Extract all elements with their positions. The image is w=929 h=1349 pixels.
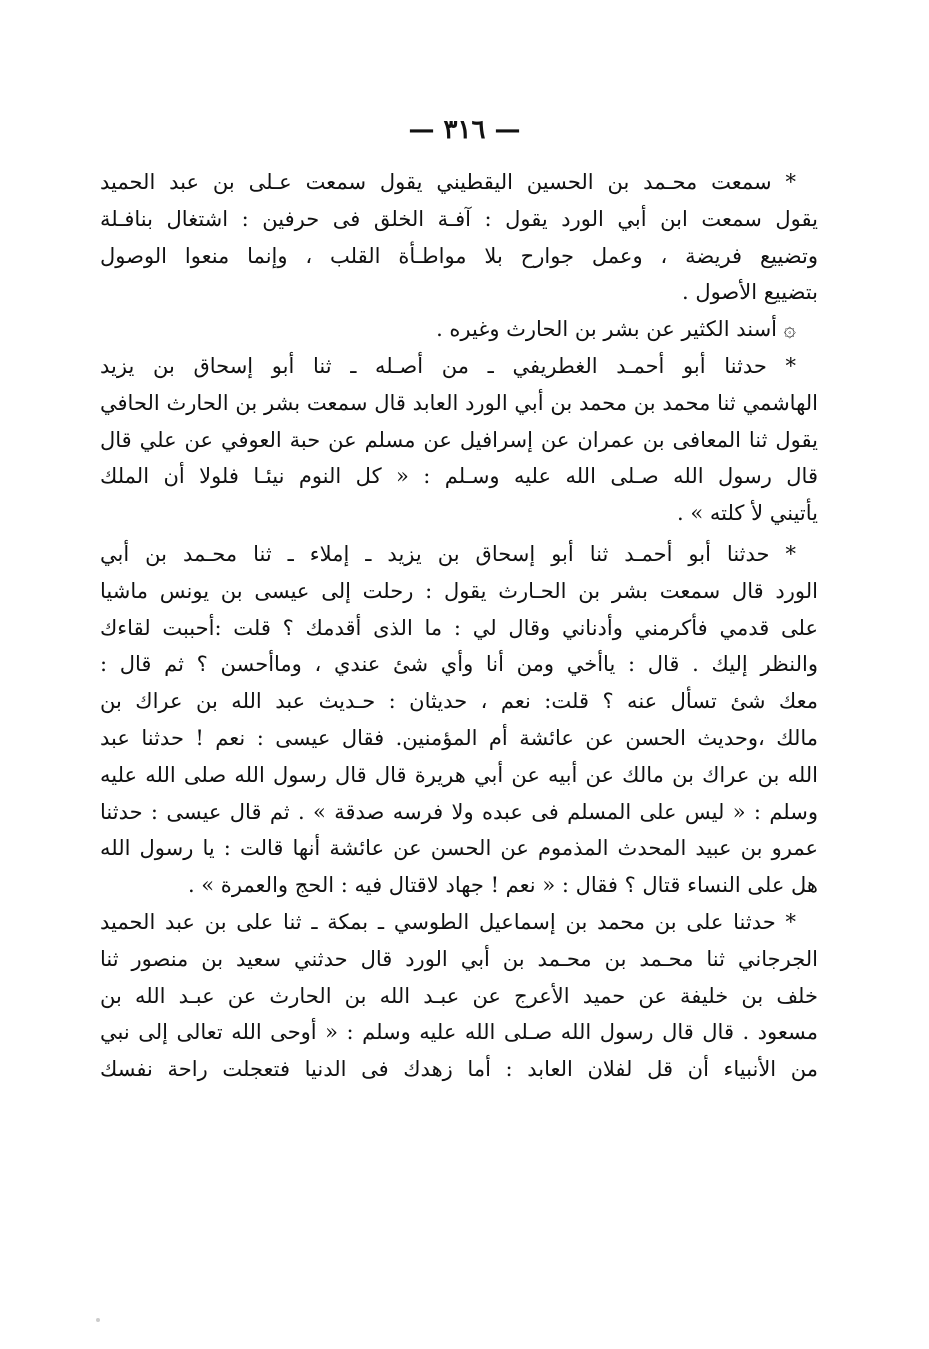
text-line: * سمعت محـمد بن الحسين اليقطيني يقول سمعت عـلى بن عبد الحميد xyxy=(100,170,796,194)
paragraph-4 xyxy=(100,536,818,904)
text-line: يقول سمعت ابن أبي الورد يقول : آفـة الخلق فى حرفين : اشتغال بنافـلة xyxy=(100,206,818,231)
paragraph-2 xyxy=(100,311,818,348)
text-line: * حدثنا أبو أحمـد ثنا أبو إسحاق بن يزيد ـ إملاء ـ ثنا محـمد بن أبي xyxy=(100,541,796,566)
text-line: يقول ثنا المعافى بن عمران عن إسرافيل عن مسلم عن حبة العوفي عن علي قال xyxy=(100,427,818,452)
text-line: الجرجاني ثنا محـمد بن محـمد بن أبي الورد قال حدثني سعيد بن منصور ثنا xyxy=(100,946,818,971)
text-line: معك شئ تسأل عنه ؟ قلت: نعم ، حديثان : حـديث عبد الله بن عراك بن xyxy=(100,689,818,714)
text-line: والنظر إليك . قال : ياأخي ومن أنا وأي شئ عندي ، وماأحسن ؟ ثم قال : xyxy=(100,652,818,677)
text-line: على قدمي فأكرمني وأدناني وقال لي : ما الذى أقدمك ؟ قلت :أحببت لقاءك xyxy=(100,615,818,640)
paragraph-3 xyxy=(100,348,818,532)
text-line: وتضييع فريضة ، وعمل جوارح بلا مواطـأة القلب ، وإنما منعوا الوصول xyxy=(100,243,818,268)
paragraph-5 xyxy=(100,904,818,1088)
text-line: * حدثنا على بن محمد بن إسماعيل الطوسي ـ بمكة ـ ثنا على بن عبد الحميد xyxy=(100,909,796,934)
page-text xyxy=(100,164,818,1088)
text-line: من الأنبياء أن قل لفلان العابد : أما زهدك فى الدنيا فتعجلت راحة نفسك xyxy=(100,1057,818,1082)
text-line: مالك ،وحديث الحسن عن عائشة أم المؤمنين. فقال عيسى : نعم ! حدثنا عبد xyxy=(100,725,818,750)
page-number: — ٣١٦ — xyxy=(408,115,521,145)
text-line: هل على النساء قتال ؟ فقال : « نعم ! جهاد لاقتال فيه : الحج والعمرة » . xyxy=(187,873,818,898)
text-line: عمرو بن عبيد المحدث المذموم عن الحسن عن عائشة أنها قالت : يا رسول الله xyxy=(100,836,818,861)
text-line: بتضييع الأصول . xyxy=(681,280,818,305)
text-line: الورد قال سمعت بشر بن الحـارث يقول : رحلت إلى عيسى بن يونس ماشيا xyxy=(100,578,818,603)
scan-speck xyxy=(96,1318,100,1322)
text-line: يأتيني لأ كلته » . xyxy=(676,501,818,526)
text-line: وسلم : « ليس على المسلم فى عبده ولا فرسه صدقة » . ثم قال عيسى : حدثنا xyxy=(100,799,818,824)
text-line: خلف بن خليفة عن حميد الأعرج عن عبـد الله بن الحارث عن عبـد الله بن xyxy=(100,983,818,1008)
text-line: * حدثنا أبو أحمـد الغطريفي ـ من أصـله ـ ثنا أبو إسحاق بن يزيد xyxy=(100,353,796,378)
text-line: الله بن عراك بن مالك عن أبيه عن أبي هريرة قال قال رسول الله صلى الله عليه xyxy=(100,762,818,787)
text-line: قال رسول الله صـلى الله عليه وسـلم : « كل النوم نيئـا فلولا أن الملك xyxy=(100,464,818,489)
text-line: ۞ أسند الكثير عن بشر بن الحارث وغيره . xyxy=(436,317,796,342)
paragraph-1 xyxy=(100,164,818,311)
text-line: مسعود . قال قال رسول الله صـلى الله عليه وسلم : « أوحى الله تعالى إلى نبي xyxy=(100,1020,818,1045)
text-line: الهاشمي ثنا محمد بن محمد بن أبي الورد العابد قال سمعت بشر بن الحارث الحافي xyxy=(100,390,818,415)
